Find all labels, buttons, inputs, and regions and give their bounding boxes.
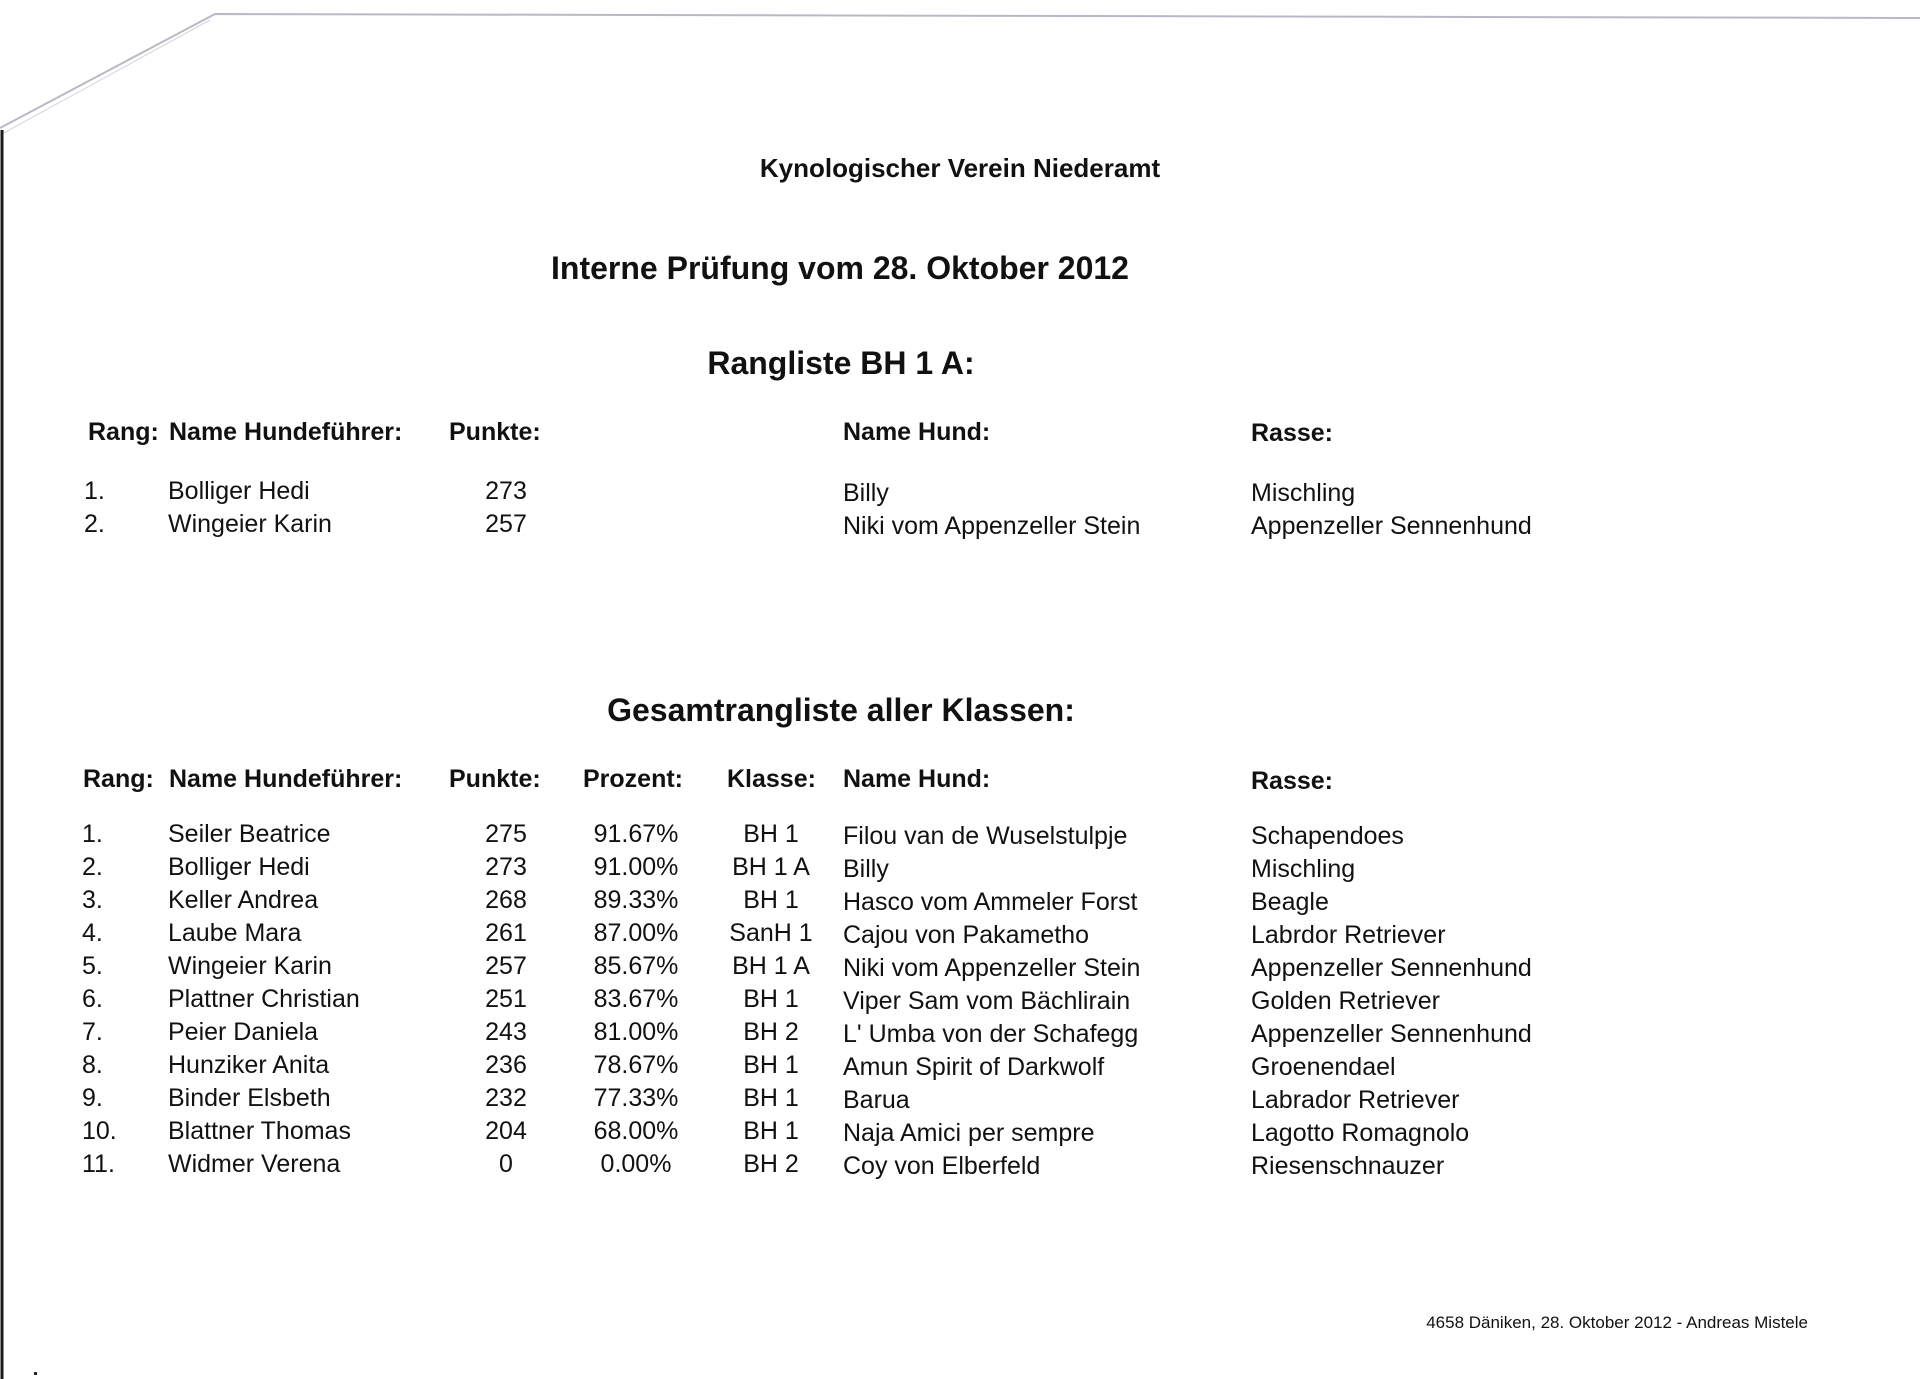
class-cell: BH 1: [743, 886, 799, 914]
class-cell: SanH 1: [729, 919, 813, 947]
rank-cell: 3.: [82, 886, 103, 914]
exam-title: Interne Prüfung vom 28. Oktober 2012: [551, 250, 1129, 286]
handler-cell: Binder Elsbeth: [168, 1084, 331, 1112]
percent-cell: 91.00%: [593, 853, 679, 881]
points-cell: 232: [485, 1084, 527, 1112]
dog-cell: Niki vom Appenzeller Stein: [843, 954, 1141, 982]
class-cell: BH 1: [743, 1117, 799, 1145]
breed-cell: Mischling: [1251, 855, 1356, 883]
overall-section-title: Gesamtrangliste aller Klassen:: [607, 692, 1075, 728]
points-cell: 243: [485, 1018, 527, 1046]
rank-cell: 5.: [82, 952, 103, 980]
class-cell: BH 1 A: [732, 853, 810, 881]
dog-cell: Coy von Elberfeld: [843, 1152, 1041, 1180]
percent-cell: 78.67%: [593, 1051, 679, 1079]
rank-cell: 8.: [82, 1051, 103, 1079]
dog-cell: Hasco vom Ammeler Forst: [843, 888, 1138, 916]
handler-cell: Bolliger Hedi: [168, 853, 310, 881]
breed-cell: Appenzeller Sennenhund: [1251, 512, 1532, 540]
dog-cell: Billy: [843, 855, 889, 883]
handler-cell: Keller Andrea: [168, 886, 319, 914]
overall-col-breed: Rasse:: [1251, 767, 1333, 795]
handler-cell: Peier Daniela: [168, 1018, 319, 1046]
dog-cell: Viper Sam vom Bächlirain: [843, 987, 1131, 1015]
handler-cell: Widmer Verena: [168, 1150, 341, 1178]
overall-col-rank: Rang:: [83, 765, 154, 793]
class-cell: BH 1: [743, 1051, 799, 1079]
breed-cell: Golden Retriever: [1251, 987, 1440, 1015]
handler-cell: Bolliger Hedi: [168, 477, 310, 505]
breed-cell: Appenzeller Sennenhund: [1251, 954, 1532, 982]
scan-speck: [34, 1372, 37, 1375]
rank-cell: 10.: [82, 1117, 117, 1145]
class-cell: BH 1 A: [732, 952, 810, 980]
rank-cell: 4.: [82, 919, 103, 947]
bh1a-col-rank: Rang:: [88, 418, 159, 446]
breed-cell: Lagotto Romagnolo: [1251, 1119, 1470, 1147]
rank-cell: 2.: [82, 853, 103, 881]
overall-col-points: Punkte:: [449, 765, 541, 793]
rank-cell: 7.: [82, 1018, 103, 1046]
organization-name: Kynologischer Verein Niederamt: [759, 153, 1161, 183]
points-cell: 204: [485, 1117, 527, 1145]
points-cell: 275: [485, 820, 527, 848]
dog-cell: Filou van de Wuselstulpje: [843, 822, 1128, 850]
handler-cell: Plattner Christian: [168, 985, 360, 1013]
rank-cell: 6.: [82, 985, 103, 1013]
dog-cell: Niki vom Appenzeller Stein: [843, 512, 1141, 540]
rank-cell: 2.: [84, 510, 105, 538]
bh1a-section-title: Rangliste BH 1 A:: [707, 345, 975, 381]
breed-cell: Labrador Retriever: [1251, 1086, 1460, 1114]
dog-cell: Cajou von Pakametho: [843, 921, 1089, 949]
percent-cell: 68.00%: [593, 1117, 679, 1145]
breed-cell: Appenzeller Sennenhund: [1251, 1020, 1532, 1048]
points-cell: 0: [499, 1150, 513, 1178]
class-cell: BH 1: [743, 985, 799, 1013]
handler-cell: Blattner Thomas: [168, 1117, 351, 1145]
handler-cell: Wingeier Karin: [168, 952, 332, 980]
handler-cell: Wingeier Karin: [168, 510, 332, 538]
bh1a-col-dog: Name Hund:: [843, 418, 991, 446]
handler-cell: Hunziker Anita: [168, 1051, 330, 1079]
percent-cell: 81.00%: [593, 1018, 679, 1046]
overall-col-class: Klasse:: [727, 765, 816, 793]
percent-cell: 89.33%: [593, 886, 679, 914]
percent-cell: 83.67%: [593, 985, 679, 1013]
percent-cell: 77.33%: [593, 1084, 679, 1112]
rank-cell: 1.: [84, 477, 105, 505]
rank-cell: 9.: [82, 1084, 103, 1112]
overall-col-dog: Name Hund:: [843, 765, 991, 793]
overall-col-percent: Prozent:: [583, 765, 683, 793]
percent-cell: 91.67%: [593, 820, 679, 848]
points-cell: 236: [485, 1051, 527, 1079]
bh1a-col-points: Punkte:: [449, 418, 541, 446]
breed-cell: Mischling: [1251, 479, 1356, 507]
rank-cell: 11.: [82, 1150, 115, 1178]
points-cell: 273: [485, 477, 527, 505]
breed-cell: Beagle: [1251, 888, 1329, 916]
rank-cell: 1.: [82, 820, 103, 848]
points-cell: 251: [485, 985, 527, 1013]
class-cell: BH 1: [743, 820, 799, 848]
handler-cell: Seiler Beatrice: [168, 820, 331, 848]
percent-cell: 0.00%: [600, 1150, 672, 1178]
dog-cell: L' Umba von der Schafegg: [843, 1020, 1139, 1048]
dog-cell: Naja Amici per sempre: [843, 1119, 1095, 1147]
points-cell: 261: [485, 919, 527, 947]
class-cell: BH 2: [743, 1150, 799, 1178]
points-cell: 273: [485, 853, 527, 881]
percent-cell: 85.67%: [593, 952, 679, 980]
footer-place-date-author: 4658 Däniken, 28. Oktober 2012 - Andreas Mistele: [1426, 1313, 1808, 1332]
points-cell: 257: [485, 952, 527, 980]
points-cell: 257: [485, 510, 527, 538]
class-cell: BH 1: [743, 1084, 799, 1112]
overall-col-handler: Name Hundeführer:: [169, 765, 403, 793]
bh1a-col-handler: Name Hundeführer:: [169, 418, 403, 446]
bh1a-col-breed: Rasse:: [1251, 419, 1333, 447]
dog-cell: Billy: [843, 479, 889, 507]
dog-cell: Barua: [843, 1086, 910, 1114]
dog-cell: Amun Spirit of Darkwolf: [843, 1053, 1105, 1081]
points-cell: 268: [485, 886, 527, 914]
percent-cell: 87.00%: [593, 919, 679, 947]
breed-cell: Riesenschnauzer: [1251, 1152, 1445, 1180]
class-cell: BH 2: [743, 1018, 799, 1046]
breed-cell: Schapendoes: [1251, 822, 1404, 850]
breed-cell: Groenendael: [1251, 1053, 1396, 1081]
breed-cell: Labrdor Retriever: [1251, 921, 1446, 949]
handler-cell: Laube Mara: [168, 919, 302, 947]
